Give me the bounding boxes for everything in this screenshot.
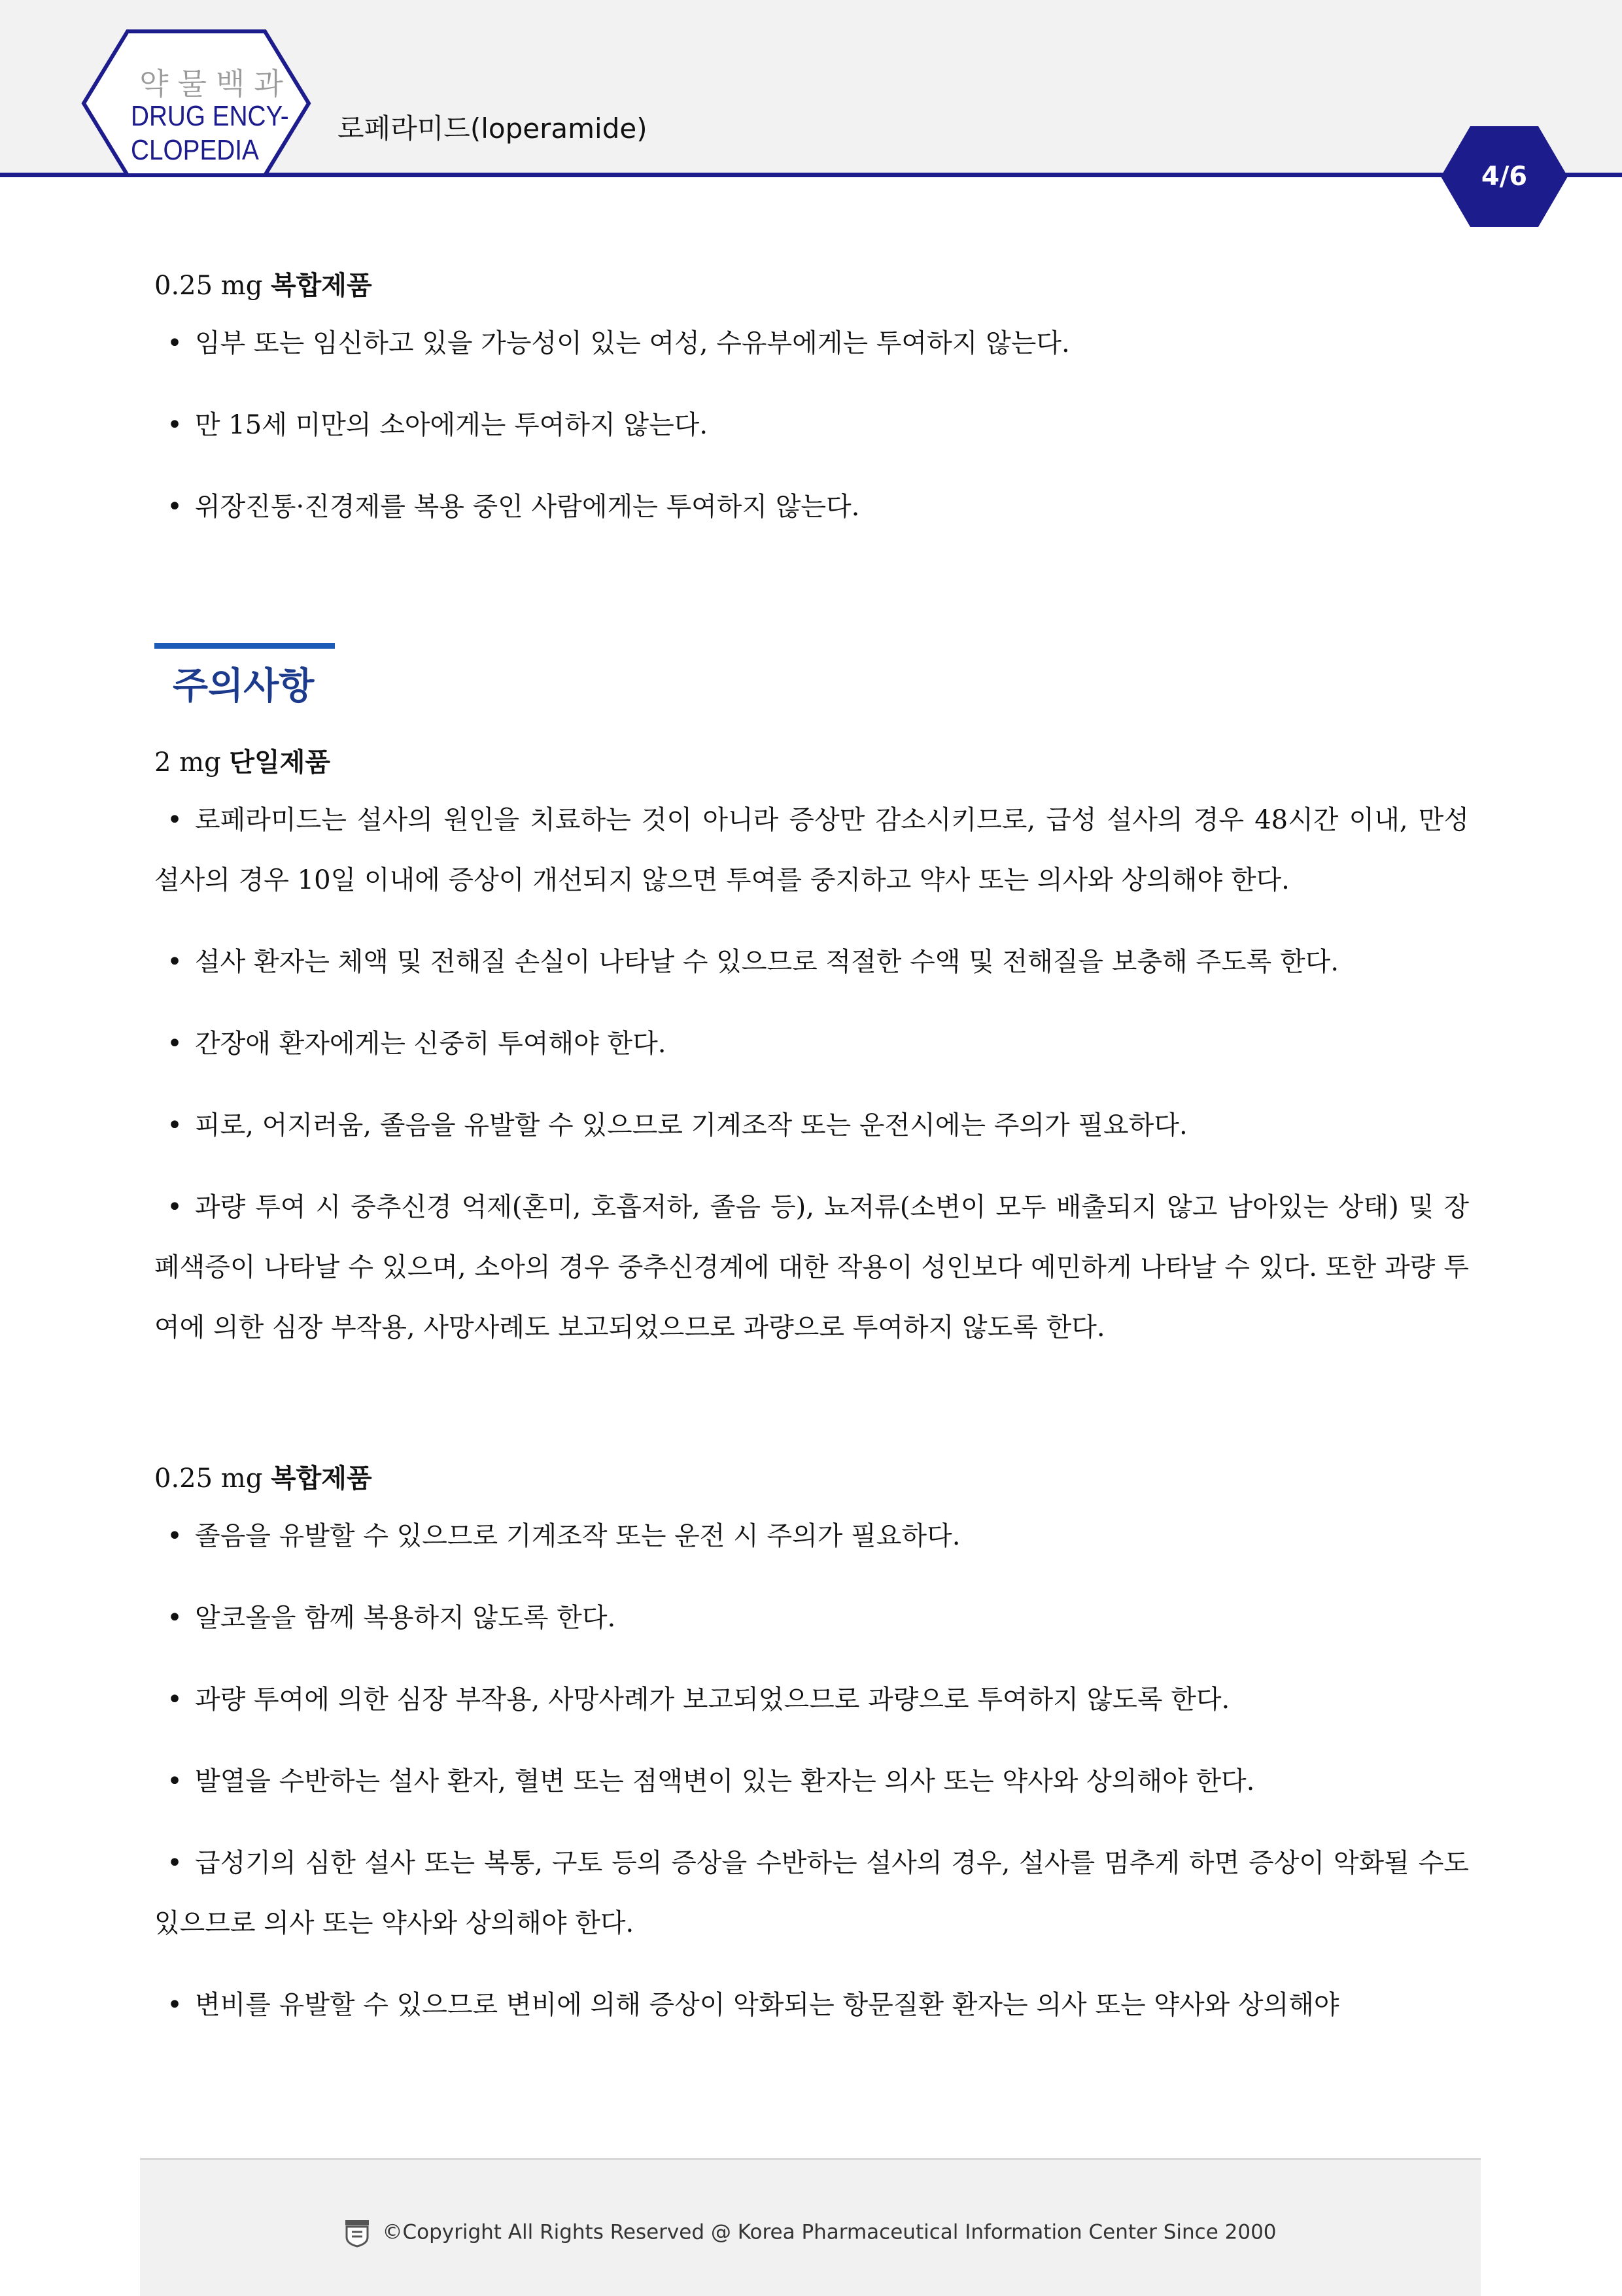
bullet-dot-icon: • — [167, 1521, 182, 1551]
section-title-precautions: 주의사항 — [173, 665, 315, 708]
bullet-dot-icon: • — [167, 328, 182, 358]
single-precaution-heading — [154, 735, 1469, 790]
bullet-dot-icon: • — [167, 1110, 182, 1140]
logo-en-line1: DRUG ENCY- — [131, 100, 289, 132]
spacer — [154, 1379, 1469, 1451]
product-kind: 복합제품 — [271, 270, 372, 301]
bullet-dot-icon: • — [167, 1848, 182, 1878]
page-indicator: 4/6 — [1481, 162, 1528, 192]
main-content — [154, 258, 1469, 2057]
list-item: • 과량 투여 시 중추신경 억제(혼미, 호흡저하, 졸음 등), 뇨저류(소변이 모두 배출되지 않고 남아있는 상태) 및 장폐색증이 나타날 수 있으며, 소아의 경우 중추신경계에 대한 작용이 성인보다 예민하게 나타날 수 있다. 또한 과량 투여에 의한 심장 부작용, 사망사례도 보고되었으므로 과량으로 투여하지 않도록 한다. — [154, 1177, 1469, 1358]
list-item: • 설사 환자는 체액 및 전해질 손실이 나타날 수 있으므로 적절한 수액 및 전해질을 보충해 주도록 한다. — [154, 932, 1469, 992]
footer — [140, 2158, 1481, 2296]
combo-precaution-list — [154, 1506, 1469, 2035]
dose-unit: 2 mg — [154, 747, 221, 778]
bullet-dot-icon: • — [167, 1766, 182, 1796]
bullet-dot-icon: • — [167, 492, 182, 522]
bullet-dot-icon: • — [167, 1603, 182, 1633]
dose-unit: 0.25 mg — [154, 1464, 263, 1494]
list-item: • 급성기의 심한 설사 또는 복통, 구토 등의 증상을 수반하는 설사의 경우, 설사를 멈추게 하면 증상이 악화될 수도 있으므로 의사 또는 약사와 상의해야 한다. — [154, 1833, 1469, 1953]
list-item: • 임부 또는 임신하고 있을 가능성이 있는 여성, 수유부에게는 투여하지 않는다. — [154, 313, 1469, 373]
bullet-dot-icon: • — [167, 1192, 182, 1222]
list-item: • 간장애 환자에게는 신중히 투여해야 한다. — [154, 1014, 1469, 1074]
bullet-dot-icon: • — [167, 1990, 182, 2020]
list-item: • 만 15세 미만의 소아에게는 투여하지 않는다. — [154, 395, 1469, 455]
combo-contraindication-heading — [154, 258, 1469, 313]
list-item: • 졸음을 유발할 수 있으므로 기계조작 또는 운전 시 주의가 필요하다. — [154, 1506, 1469, 1566]
crest-icon — [344, 2219, 370, 2248]
bullet-dot-icon: • — [167, 805, 182, 835]
document-title: 로페라미드(loperamide) — [337, 112, 647, 145]
bullet-dot-icon: • — [167, 1029, 182, 1059]
list-item: • 과량 투여에 의한 심장 부작용, 사망사례가 보고되었으므로 과량으로 투여하지 않도록 한다. — [154, 1670, 1469, 1730]
list-item: • 알코올을 함께 복용하지 않도록 한다. — [154, 1588, 1469, 1648]
combo-contraindication-list — [154, 313, 1469, 537]
logo-korean-text: 약물백과 — [139, 66, 292, 101]
logo-en-line2: CLOPEDIA — [131, 134, 259, 166]
list-item: • 로페라미드는 설사의 원인을 치료하는 것이 아니라 증상만 감소시키므로, 급성 설사의 경우 48시간 이내, 만성 설사의 경우 10일 이내에 증상이 개선되지 않으면 투여를 중지하고 약사 또는 의사와 상의해야 한다. — [154, 790, 1469, 910]
product-kind: 단일제품 — [229, 747, 330, 778]
list-item: • 발열을 수반하는 설사 환자, 혈변 또는 점액변이 있는 환자는 의사 또는 약사와 상의해야 한다. — [154, 1751, 1469, 1811]
dose-unit: 0.25 mg — [154, 271, 263, 301]
combo-precaution-heading — [154, 1451, 1469, 1506]
bullet-dot-icon: • — [167, 410, 182, 440]
list-item: • 위장진통·진경제를 복용 중인 사람에게는 투여하지 않는다. — [154, 477, 1469, 537]
logo-english-text — [131, 99, 289, 167]
list-item: • 변비를 유발할 수 있으므로 변비에 의해 증상이 악화되는 항문질환 환자는 의사 또는 약사와 상의해야 — [154, 1975, 1469, 2035]
list-item: • 피로, 어지러움, 졸음을 유발할 수 있으므로 기계조작 또는 운전시에는 주의가 필요하다. — [154, 1095, 1469, 1156]
bullet-dot-icon: • — [167, 947, 182, 977]
product-kind: 복합제품 — [271, 1463, 372, 1494]
footer-copyright — [140, 2219, 1481, 2248]
section-accent-bar — [154, 643, 335, 649]
copyright-text: ©Copyright All Rights Reserved @ Korea Pharmaceutical Information Center Since 2000 — [382, 2220, 1277, 2244]
single-precaution-list — [154, 790, 1469, 1358]
bullet-dot-icon: • — [167, 1685, 182, 1715]
